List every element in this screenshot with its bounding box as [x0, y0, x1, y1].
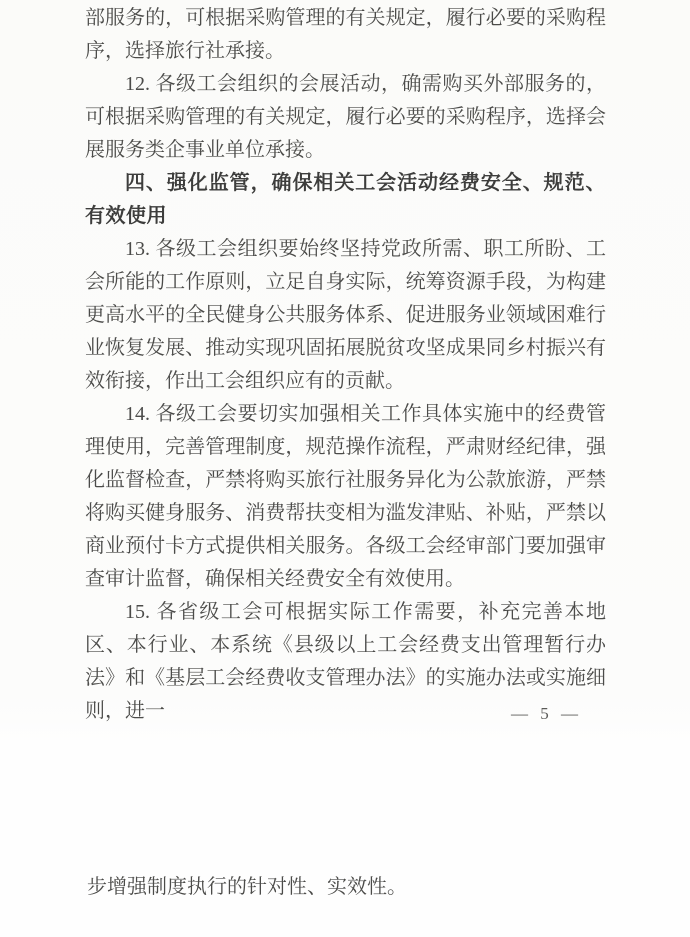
next-page-first-line: 步增强制度执行的针对性、实效性。: [87, 876, 407, 898]
paragraph-item-15: 15. 各省级工会可根据实际工作需要，补充完善本地区、本行业、本系统《县级以上工会经费支出管理暂行办法》和《基层工会经费收支管理办法》的实施办法或实施细则，进一: [85, 601, 606, 722]
paragraph-continuation: 部服务的，可根据采购管理的有关规定，履行必要的采购程序，选择旅行社承接。: [85, 7, 606, 62]
section-heading: 四、强化监管，确保相关工会活动经费安全、规范、有效使用: [85, 172, 606, 227]
page-number: — 5 —: [511, 704, 582, 723]
paragraph-item-12: 12. 各级工会组织的会展活动，确需购买外部服务的，可根据采购管理的有关规定，履行必要的采购程序，选择会展服务类企事业单位承接。: [85, 73, 606, 161]
paragraph-item-13: 13. 各级工会组织要始终坚持党政所需、职工所盼、工会所能的工作原则，立足自身实际，统筹资源手段，为构建更高水平的全民健身公共服务体系、促进服务业领域困难行业恢复发展、推动实现巩固拓展脱贫攻坚成果同乡村振兴有效衔接，作出工会组织应有的贡献。: [85, 238, 606, 392]
document-body-text: [85, 2, 606, 728]
paragraph-item-14: 14. 各级工会要切实加强相关工作具体实施中的经费管理使用，完善管理制度，规范操作流程，严肃财经纪律，强化监督检查，严禁将购买旅行社服务异化为公款旅游，严禁将购买健身服务、消费帮扶变相为滥发津贴、补贴，严禁以商业预付卡方式提供相关服务。各级工会经审部门要加强审查审计监督，确保相关经费安全有效使用。: [85, 403, 606, 590]
